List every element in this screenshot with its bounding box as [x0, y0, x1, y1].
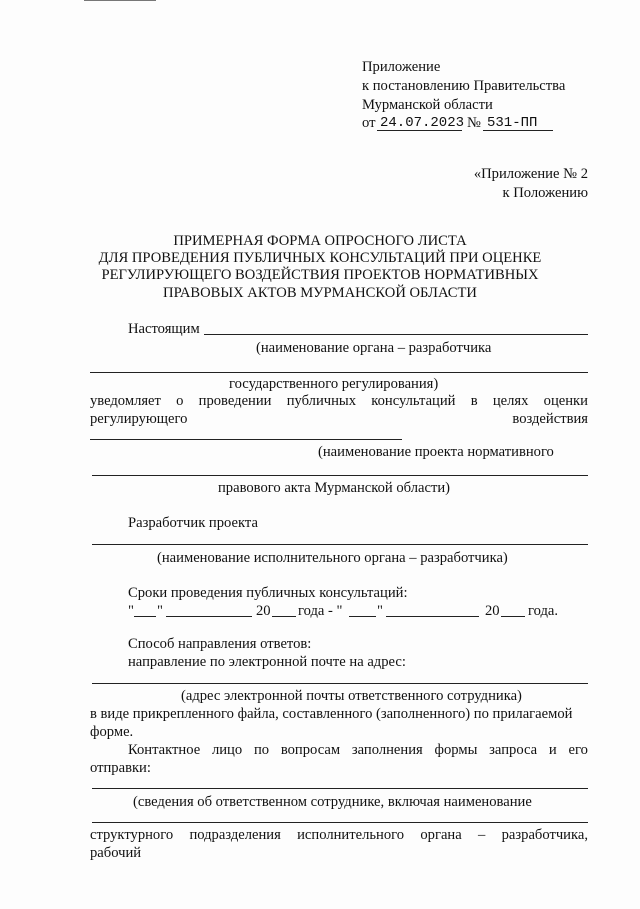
hint-exec: (наименование исполнительного органа – разработчика) — [157, 550, 508, 566]
word: о — [176, 393, 184, 409]
word: уведомляет — [90, 393, 161, 409]
struct-line — [90, 826, 588, 845]
developer-label: Разработчик проекта — [128, 515, 258, 531]
word: публичных — [286, 393, 357, 409]
appendix-number: 531-ПП — [487, 115, 538, 131]
quote-open-1: " — [128, 603, 134, 619]
appendix-number-prefix: № — [467, 115, 481, 131]
impact-text: воздействия — [512, 411, 588, 427]
working-text: рабочий — [90, 845, 142, 861]
appendix-region: Мурманской области — [362, 97, 493, 113]
word: – — [478, 827, 486, 843]
month-start-blank — [166, 616, 252, 617]
developer-line — [92, 544, 588, 545]
org-name-line-1 — [204, 334, 588, 335]
appendix-label: Приложение — [362, 59, 441, 75]
word: лицо — [211, 742, 243, 758]
staff-line — [92, 788, 588, 789]
year-suffix-1: года - " — [298, 603, 343, 619]
org-name-line-2 — [90, 372, 588, 373]
quote-close-1: " — [157, 603, 163, 619]
date-underline — [377, 130, 462, 131]
word: консультаций — [371, 393, 456, 409]
regulating-text: регулирующего — [90, 411, 188, 427]
hint-staff: (сведения об ответственном сотруднике, включая наименование — [133, 794, 532, 810]
hint-email: (адрес электронной почты ответственного сотрудника) — [181, 688, 522, 704]
word: вопросам — [280, 742, 341, 758]
day-start-blank — [134, 616, 156, 617]
scan-edge-mark — [84, 0, 156, 1]
contact-line — [128, 741, 588, 760]
method-label: Способ направления ответов: — [128, 636, 312, 652]
year-start-blank — [272, 616, 296, 617]
title-line-1: ПРИМЕРНАЯ ФОРМА ОПРОСНОГО ЛИСТА — [173, 233, 467, 249]
appendix-decree: к постановлению Правительства — [362, 78, 566, 94]
hint-project-2: правового акта Мурманской области) — [218, 480, 451, 496]
appendix-date: 24.07.2023 — [380, 115, 465, 131]
hint-org-2: государственного регулирования) — [229, 376, 439, 392]
attached-text: в виде прикрепленного файла, составленного (заполненного) по прилагаемой — [90, 706, 573, 722]
number-underline — [483, 130, 553, 131]
month-end-blank — [386, 616, 479, 617]
project-name-line-1 — [90, 439, 402, 440]
hint-project-1: (наименование проекта нормативного — [318, 444, 554, 460]
form-text: форме. — [90, 724, 134, 740]
word: целях — [492, 393, 529, 409]
hint-org-1: (наименование органа – разработчика — [256, 340, 492, 356]
title-line-2: ДЛЯ ПРОВЕДЕНИЯ ПУБЛИЧНЫХ КОНСУЛЬТАЦИЙ ПРИ ОЦЕНКЕ — [98, 250, 542, 266]
word: подразделения — [189, 827, 281, 843]
word: по — [253, 742, 270, 758]
title-line-4: ПРАВОВЫХ АКТОВ МУРМАНСКОЙ ОБЛАСТИ — [163, 285, 477, 301]
word: структурного — [90, 827, 174, 843]
deadlines-label: Сроки проведения публичных консультаций: — [128, 585, 408, 601]
word: и — [548, 742, 557, 758]
year-prefix-2: 20 — [485, 603, 500, 619]
appendix-date-prefix: от — [362, 115, 376, 131]
word: оценки — [543, 393, 588, 409]
word: заполнения — [351, 742, 423, 758]
word: в — [470, 393, 478, 409]
word: разработчика, — [501, 827, 588, 843]
annex-regulation: к Положению — [502, 185, 588, 201]
word: проведении — [198, 393, 272, 409]
notify-line — [90, 392, 588, 411]
annex-label: «Приложение № 2 — [473, 166, 588, 182]
year-end-blank — [501, 616, 525, 617]
email-line — [92, 683, 588, 684]
word: органа — [420, 827, 462, 843]
quote-close-2: " — [377, 603, 383, 619]
year-suffix-2: года. — [528, 603, 559, 619]
day-end-blank — [349, 616, 376, 617]
word: запроса — [489, 742, 538, 758]
year-prefix-1: 20 — [256, 603, 271, 619]
sending-text: отправки: — [90, 760, 151, 776]
title-line-3: РЕГУЛИРУЮЩЕГО ВОЗДЕЙСТВИЯ ПРОЕКТОВ НОРМАТИВНЫХ — [101, 267, 539, 283]
hereby-text: Настоящим — [128, 321, 200, 337]
project-name-line-2 — [92, 475, 588, 476]
email-direction: направление по электронной почте на адрес: — [128, 654, 406, 670]
word: его — [568, 742, 588, 758]
word: формы — [434, 742, 478, 758]
word: Контактное — [128, 742, 201, 758]
word: исполнительного — [297, 827, 405, 843]
staff-line-2 — [92, 822, 588, 823]
